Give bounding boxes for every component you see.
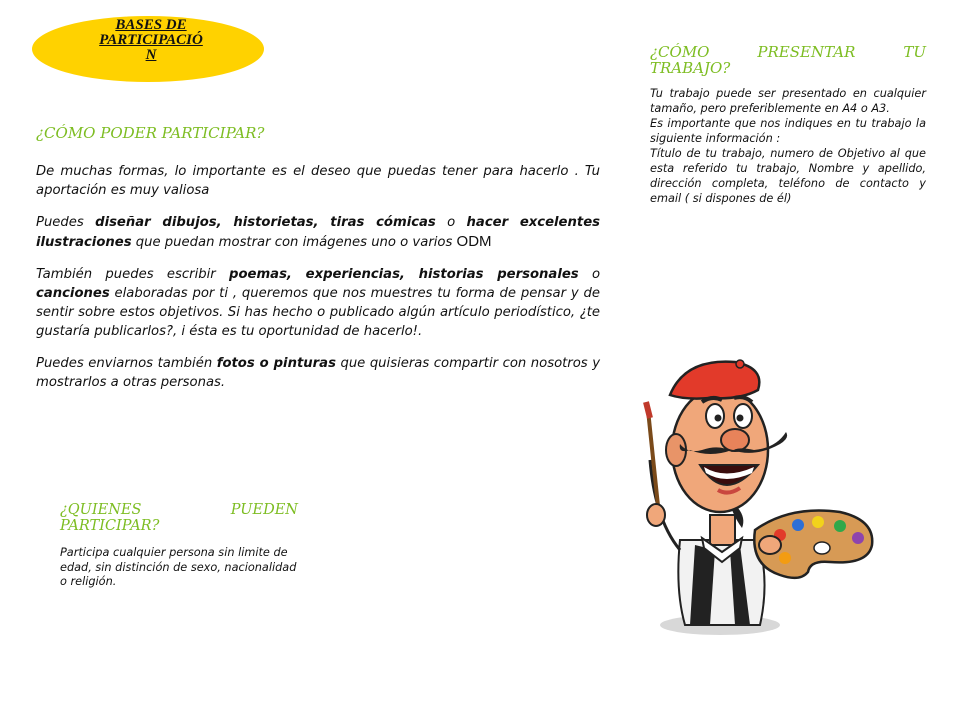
presentar-paragraph-3: Título de tu trabajo, numero de Objetivo al que esta referido tu trabajo, Nombre y apellido, dirección completa, teléfono de contacto y email ( si dispones de él): [650, 147, 926, 205]
text-run: que puedan mostrar con imágenes uno o varios: [131, 235, 457, 250]
quienes-heading: [60, 502, 298, 534]
presentar-section: [650, 44, 926, 206]
text-run: Puedes enviarnos también: [36, 356, 217, 371]
text-run: que quisieras compartir con nosotros y mostrarlos a otras personas.: [36, 356, 600, 390]
presentar-heading-line-2: TRABAJO?: [650, 59, 731, 77]
badge-line-2: PARTICIPACIÓ: [99, 32, 203, 48]
odm-text: ODM: [456, 233, 492, 250]
bold-run: canciones: [36, 286, 110, 301]
bold-run: poemas, experiencias, historias personales: [229, 267, 579, 282]
badge-line-3: N: [145, 47, 157, 63]
painter-cartoon-icon: [640, 340, 940, 640]
bold-run: fotos o pinturas: [216, 356, 336, 371]
participar-paragraph-4: [36, 354, 600, 392]
badge-line-1: BASES DE: [115, 17, 187, 33]
quienes-body: Participa cualquier persona sin limite de edad, sin distinción de sexo, nacionalidad o religión.: [60, 546, 297, 588]
quienes-heading-line-1: [60, 502, 298, 518]
presentar-body: [650, 86, 926, 206]
bold-run: diseñar dibujos, historietas, tiras cómicas: [95, 215, 436, 230]
text-run: o: [435, 215, 467, 230]
presentar-heading: [650, 44, 926, 76]
participar-body: [36, 162, 600, 405]
quienes-heading-word-2: PUEDEN: [230, 502, 298, 518]
title-badge-text: [76, 18, 226, 63]
quienes-heading-line-2: PARTICIPAR?: [60, 518, 160, 534]
presentar-paragraph-1: Tu trabajo puede ser presentado en cualquier tamaño, pero preferiblemente en A4 o A3.: [650, 87, 926, 115]
text-run: También puedes escribir: [36, 267, 229, 282]
participar-paragraph-2: [36, 213, 600, 252]
participar-heading: ¿CÓMO PODER PARTICIPAR?: [36, 124, 265, 142]
text-run: elaboradas por ti , queremos que nos muestres tu forma de pensar y de sentir sobre estos objetivos. Si has hecho o publicado algún artículo periodístico, ¿te gustaría publicarlos?, i ésta es tu oportunidad de hacerlo!.: [36, 286, 600, 339]
participar-paragraph-3: [36, 265, 600, 341]
presentar-heading-line-1: ¿CÓMO PRESENTAR TU: [650, 43, 926, 61]
text-run: Puedes: [36, 215, 96, 230]
presentar-paragraph-2: Es importante que nos indiques en tu trabajo la siguiente información :: [650, 117, 926, 145]
quienes-heading-word-1: ¿QUIENES: [60, 502, 142, 518]
bold-run: hacer excelentes ilustraciones: [36, 215, 600, 250]
quienes-section: [60, 502, 298, 590]
participar-paragraph-1: De muchas formas, lo importante es el deseo que puedas tener para hacerlo . Tu aportación es muy valiosa: [36, 164, 600, 198]
text-run: o: [578, 267, 601, 282]
